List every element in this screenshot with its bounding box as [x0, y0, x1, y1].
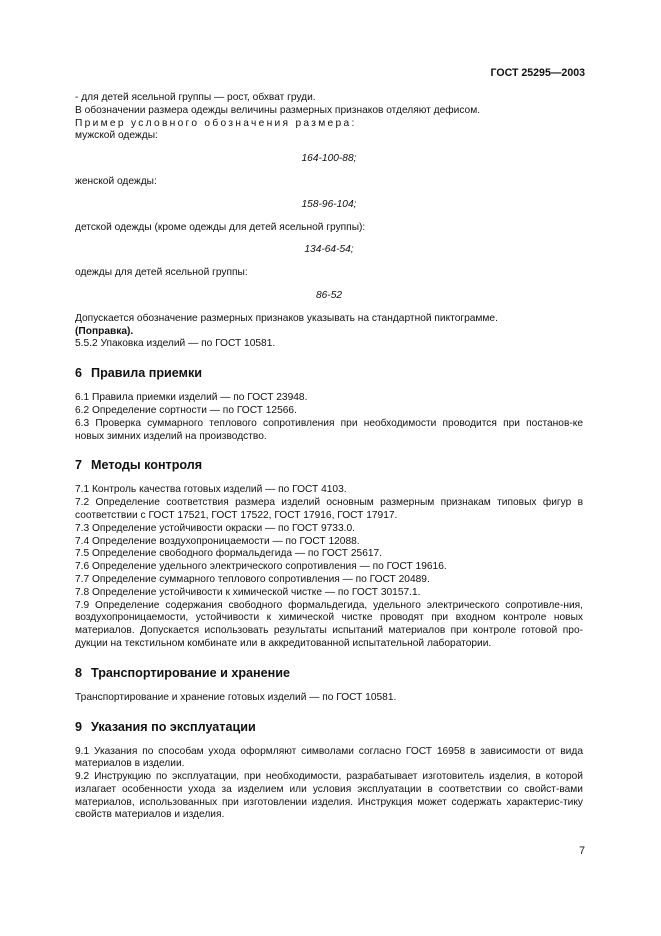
packing-clause: 5.5.2 Упаковка изделий — по ГОСТ 10581.: [75, 338, 276, 350]
size-separator-note: В обозначении размера одежды величины размерных признаков отделяют дефисом.: [75, 104, 481, 116]
section-8-heading: [75, 666, 583, 681]
section-7-number: 7: [75, 458, 83, 473]
men-size-example: 164-100-88;: [301, 153, 357, 165]
section-8-title: Транспортирование и хранение: [91, 665, 290, 680]
clause-9-1: 9.1 Указания по способам ухода оформляют символами согласно ГОСТ 16958 в зависимости от вида материалов в изделии.: [75, 745, 583, 770]
clause-7-2: 7.2 Определение соответствия размера изделий основным размерным признакам типовых фигур в соответствии с ГОСТ 17521, ГОСТ 17522, ГОСТ 17916, ГОСТ 17917.: [75, 497, 583, 521]
section-6-heading: [75, 366, 583, 381]
clause-7-3: 7.3 Определение устойчивости окраски — по ГОСТ 9733.0.: [75, 522, 355, 534]
pictogram-note: Допускается обозначение размерных признаков указывать на стандартной пиктограмме.: [75, 312, 498, 324]
toddler-size-example: 86-52: [315, 289, 343, 301]
toddler-label: одежды для детей ясельной группы:: [75, 267, 248, 279]
women-size-example: 158-96-104;: [301, 198, 357, 210]
clause-9-2: 9.2 Инструкцию по эксплуатации, при необходимости, разрабатывает изготовитель изделия, в которой излагает особенности ухода за изделием или условия эксплуатации в соответствии со свойст-вами материалов, использованных при изготовлении изделия. Инструкция может содержать характерис-тику свойств материалов и изделия.: [75, 771, 583, 821]
section-9-number: 9: [75, 719, 83, 734]
page-number: 7: [579, 845, 585, 857]
clause-7-9: 7.9 Определение содержания свободного формальдегида, удельного электрического сопротивле-ния, воздухопроницаемости, устойчивости к химической чистке проводят при входном контроле новых материалов. Допускается использовать результаты испытаний материалов при контроле готовой про-дукции на текстильном комбинате или в аккредитованной испытательной лаборатории.: [75, 599, 583, 649]
clause-6-1: 6.1 Правила приемки изделий — по ГОСТ 23948.: [75, 392, 308, 404]
clause-6-2: 6.2 Определение сортности — по ГОСТ 12566.: [75, 404, 297, 416]
section-8-text: Транспортирование и хранение готовых изделий — по ГОСТ 10581.: [75, 691, 397, 703]
men-label: мужской одежды:: [75, 130, 158, 142]
amendment-note: (Поправка).: [75, 325, 134, 337]
clause-7-6: 7.6 Определение удельного электрического сопротивления — по ГОСТ 19616.: [75, 561, 447, 573]
clause-7-5: 7.5 Определение свободного формальдегида — по ГОСТ 25617.: [75, 548, 383, 560]
section-9-heading: [75, 720, 583, 735]
clause-7-7: 7.7 Определение суммарного теплового сопротивления — по ГОСТ 20489.: [75, 573, 430, 585]
example-label: Пример условного обозначения размера:: [75, 117, 357, 129]
section-6-title: Правила приемки: [91, 366, 202, 381]
clause-6-3: 6.3 Проверка суммарного теплового сопротивления при необходимости проводится при постанов-ке новых зимних изделий на производство.: [75, 417, 583, 442]
section-9-title: Указания по эксплуатации: [91, 719, 256, 734]
section-8-number: 8: [75, 665, 83, 680]
section-7-title: Методы контроля: [91, 458, 203, 473]
kids-label: детской одежды (кроме одежды для детей ясельной группы):: [75, 221, 366, 233]
clause-7-1: 7.1 Контроль качества готовых изделий — по ГОСТ 4103.: [75, 484, 347, 496]
clause-7-8: 7.8 Определение устойчивости к химической чистке — по ГОСТ 30157.1.: [75, 586, 421, 598]
page-content: [75, 92, 583, 822]
women-label: женской одежды:: [75, 175, 157, 187]
standard-number: ГОСТ 25295—2003: [490, 67, 585, 79]
kids-size-example: 134-64-54;: [304, 244, 354, 256]
section-7-heading: [75, 458, 583, 473]
size-features-toddler: - для детей ясельной группы — рост, обхват груди.: [75, 92, 316, 103]
clause-7-4: 7.4 Определение воздухопроницаемости — по ГОСТ 12088.: [75, 535, 360, 547]
section-6-number: 6: [75, 366, 83, 381]
